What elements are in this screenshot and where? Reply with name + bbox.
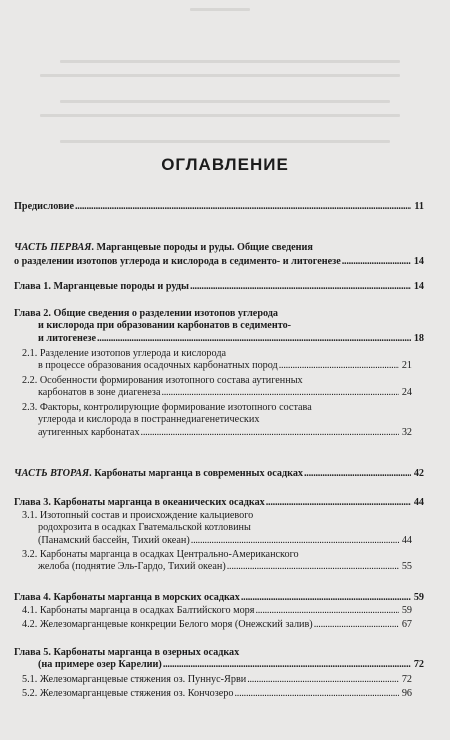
toc-entry-section-4-1[interactable]: 4.1. Карбонаты марганца в осадках Балтийского моря . . . 59 bbox=[22, 605, 412, 617]
toc-entry-section-3-1[interactable]: 3.1. Изотопный состав и происхождение кальциевого родохрозита в осадках Гватемальской котловины (Панамский бассейн, Тихий океан) . . . 44 bbox=[22, 510, 412, 547]
toc-entry-chapter-5[interactable]: Глава 5. Карбонаты марганца в озерных осадках (на примере озер Карелии) . . . 72 bbox=[14, 647, 424, 672]
toc-entry-chapter-4[interactable]: Глава 4. Карбонаты марганца в морских осадках . . . 59 bbox=[14, 592, 424, 604]
page-title: ОГЛАВЛЕНИЕ bbox=[161, 155, 289, 174]
toc-entry-part-one[interactable]: ЧАСТЬ ПЕРВАЯ . Марганцевые породы и руды. Общие сведения о разделении изотопов углерода и кислорода в седименто- и литогенезе . . . 14 bbox=[14, 242, 424, 269]
toc-entry-section-5-1[interactable]: 5.1. Железомарганцевые стяжения оз. Пуннус-Ярви . . . 72 bbox=[22, 674, 412, 686]
toc-entry-section-3-2[interactable]: 3.2. Карбонаты марганца в осадках Центрально-Американского желоба (поднятие Эль-Гардо, Тихий океан) . . . 55 bbox=[22, 549, 412, 574]
toc-entry-section-5-2[interactable]: 5.2. Железомарганцевые стяжения оз. Кончозеро . . . 96 bbox=[22, 688, 412, 700]
toc-entry-section-2-3[interactable]: 2.3. Факторы, контролирующие формирование изотопного состава углерода и кислорода в постраннедиагенетических аутигенных карбонатах . . . 32 bbox=[22, 402, 412, 439]
toc-entry-chapter-1[interactable]: Глава 1. Марганцевые породы и руды . . . 14 bbox=[14, 281, 424, 293]
toc-entry-chapter-2[interactable]: Глава 2. Общие сведения о разделении изотопов углерода и кислорода при образовании карбонатов в седименто- и литогенезе . . . 18 bbox=[14, 308, 424, 345]
toc-entry-section-2-1[interactable]: 2.1. Разделение изотопов углерода и кислорода в процессе образования осадочных карбонатных пород . . . 21 bbox=[22, 348, 412, 373]
toc-entry-section-2-2[interactable]: 2.2. Особенности формирования изотопного состава аутигенных карбонатов в зоне диагенеза . . . 24 bbox=[22, 375, 412, 400]
toc-entry-section-4-2[interactable]: 4.2. Железомарганцевые конкреции Белого моря (Онежский залив) . . . 67 bbox=[22, 619, 412, 631]
toc-entry-part-two[interactable]: ЧАСТЬ ВТОРАЯ . Карбонаты марганца в современных осадках . . . 42 bbox=[14, 468, 424, 480]
toc-entry-preface[interactable]: Предисловие . . . 11 bbox=[14, 201, 424, 213]
toc-entry-chapter-3[interactable]: Глава 3. Карбонаты марганца в океанических осадках . . . 44 bbox=[14, 497, 424, 509]
